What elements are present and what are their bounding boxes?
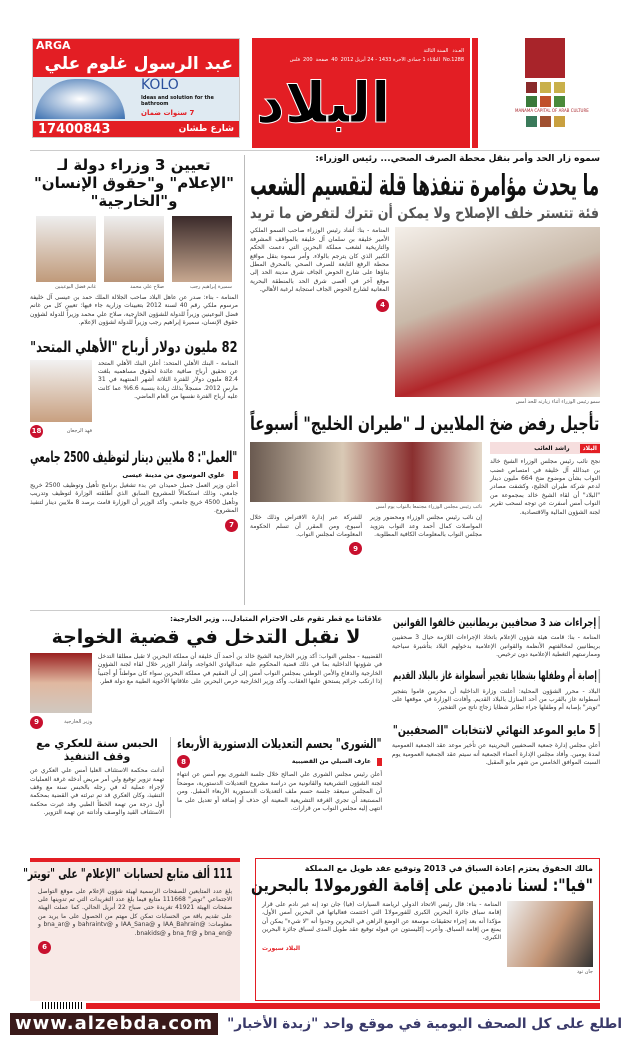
pages: 40 [331, 57, 338, 63]
page-ref-badge[interactable]: 9 [30, 716, 43, 729]
akri-headline: الحبس سنة للعكري مع وقف التنفيذ [36, 736, 158, 764]
masthead [252, 38, 470, 148]
journalists-headline: إجراءات ضد 3 صحافيين بريطانيين خالفوا القوانين [393, 616, 600, 629]
gulfair-tag: البلاد [580, 444, 600, 453]
khawaja-story[interactable] [30, 615, 382, 729]
ministers-body: المنامة - بناء: صدر عن عاهل البلاد صاحب الجلالة الملك حمد بن عيسى آل خليفة مرسوم ملكي رقم 40 لسنة 2012 بتعيينات وزارية جاء فيها: تعيين كل من غانم فضل البوعينين وزيراً للدولة للشؤون الخارجية، صلاح علي محمد وزيراً للدولة لشؤون حقوق الإنسان، سميرة إبراهيم رجب وزيراً للدولة لشؤون الإعلام. [30, 294, 238, 327]
f1-body: المنامة - بناء: قال رئيس الاتحاد الدولي لرياضة السيارات (فيا) جان تود إنه غير نادم على قرار إقامة سباق جائزة البحرين الكبرى للفورمولا1 التي اختتمت فعالياتها في البحرين أمس الأول، مؤكدا أنه بعد إجراء تحقيقات موسعة عن الوضع الراهن في البحرين وجدوا أنه "لا شيء" يمكن أن يمنع من إقامة السباق. وأعرب إكليستون عن قبوله توقيع عقد طويل المدى لسباق جائزة البحرين الكبرى. [262, 900, 502, 942]
gulfair-body: إن نائب رئيس مجلس الوزراء ومحضور وزير المواصلات كمال أحمد وعد النواب بتزويد مجلس النواب بالمعلومات الكافية المطلوبة. [370, 514, 482, 539]
ahli-photo [30, 360, 92, 422]
minister-name: سميرة إبراهيم رجب [190, 284, 232, 290]
gulfair-byline: راشد الغائب [534, 444, 570, 452]
labour-headline: "العمل": 8 ملايين دينار لتوظيف 2500 جامعي [30, 447, 238, 466]
gas-headline: إصابة أم وطفلها بشظايا تفجير أسطوانة غاز بالبلاد القديم [393, 669, 600, 682]
journalists-body: المنامة - بنا: قامت هيئة شؤون الإعلام باتخاذ الإجراءات اللازمة حيال 3 صحفيين بريطانيين لمخالفتهم الأنظمة والقوانين الإعلامية بدخولهم البلاد بتأشيرة سياحية وممارستهم التغطية الإعلامية دون ترخيص. [392, 634, 600, 658]
footer-bar [86, 1003, 600, 1009]
watermark-url[interactable]: www.alzebda.com [10, 1013, 218, 1035]
lead-caption: سمو رئيس الوزراء أثناء زيارته للحد أمس [515, 399, 600, 406]
khawaja-body: القضيبية - مجلس النواب: أكد وزير الخارجية الشيخ خالد بن أحمد آل خليفة أن مملكة البحرين لا تقبل مطلقا التدخل في شؤونها الداخلية بما في ذلك قضية المحكوم عليه عبدالهادي الخواجة، وأشار الوزير خلال لقاء لجنة الشؤون الخارجية والدفاع والأمن الوطني بمجلس النواب أمس إلى أن المقيم في مملكة البحرين سواء كان مواطناً أو أجنبياً إذا ارتكب جرائم يستحق عليها العقاب. وأكد وزير الخارجية حرص البحرين على علاقاتها الأخوية الطيبة مع دولة قطر. [98, 652, 382, 686]
elections-story[interactable] [392, 723, 600, 768]
ahli-headline: 82 مليون دولار أرباح "الأهلي المتحد" [30, 337, 238, 356]
ad-warranty: 7 سنوات ضمان [141, 109, 195, 117]
price-label: فلس [289, 57, 301, 63]
issue-number: No.1288 [442, 57, 464, 63]
f1-headline: "فيا": لسنا نادمين على إقامة الفورمولا1 بالبحرين [251, 876, 593, 897]
khawaja-headline: لا نقبل التدخل في قضية الخواجة [51, 626, 361, 649]
shura-headline: "الشورى" يحسم التعديلات الدستورية الأربعاء [177, 736, 382, 752]
barcode [42, 1002, 82, 1009]
lead-photo [395, 227, 600, 397]
foreign-minister-photo [30, 653, 92, 713]
column-rule [170, 737, 171, 818]
page-ref-badge[interactable]: 6 [38, 941, 51, 954]
ad-name: عبد الرسول غلوم علي [44, 54, 233, 74]
elections-headline: 5 مايو الموعد النهائي لانتخابات "الصحفيين" [393, 723, 600, 737]
lead-story[interactable] [250, 154, 600, 405]
left-upper-column [30, 156, 238, 532]
f1-kicker: مالك الحقوق يعتزم إعادة السباق في 2013 وتوقيع عقد طويل مع المملكة [304, 864, 593, 873]
elections-body: أعلن مجلس إدارة جمعية الصحفيين البحرينية عن تأخير موعد عقد الجمعية العمومية لمدة يومين. وأفاد مجلس الإدارة أعضاء الجمعية أنه سيتم عقد الجمعية العمومية يوم السبت الموافق الخامس من شهر مايو المقبل. [392, 742, 600, 766]
watermark-text: اطلع على كل الصحف اليومية في موقع واحد "زبدة الأخبار" [227, 1015, 622, 1032]
lead-headline: ما يحدث مؤامرة تنفذها قلة لتقسيم الشعب [250, 167, 600, 202]
twitter-story[interactable] [22, 858, 240, 1001]
date: الثلاثاء 1 جمادى الآخرة 1433 - 24 أبريل 2012 [340, 57, 440, 63]
jean-todt-photo [507, 901, 593, 967]
f1-tag: البلاد سبورت [262, 944, 301, 952]
shura-byline: عارف السيلي من القضيبية [292, 758, 382, 766]
minister-photo [172, 216, 232, 282]
page-ref-badge[interactable]: 9 [349, 542, 362, 555]
lower-left-block [30, 615, 382, 818]
page-ref-badge[interactable]: 7 [225, 519, 238, 532]
ahli-body: المنامة - البنك الأهلي المتحد: أعلن البنك الأهلي المتحد عن تحقيق أرباح صافية عائدة لحقوق مساهميه بلغت 82.4 مليون دولار للفترة الثلاثة أشهر المنتهية في 31 مارس 2012. مسجلاً بذلك زيادة بنسبة 6.6% عما كانت عليه أرباح الفترة نفسها من العام الماضي. [98, 359, 238, 401]
minister-photo [104, 216, 164, 282]
ad-phone: 17400843 [38, 121, 111, 137]
year: السنة الثالثة [423, 48, 449, 54]
lead-subheadline: فئة تتستر خلف الإصلاح ولا يمكن أن تترك لتفرض ما تريد [249, 204, 599, 223]
journalists-story[interactable] [392, 616, 600, 659]
ahli-caption: فهد الرجعان [66, 428, 92, 435]
ad-bath-image [35, 79, 125, 119]
ad-brand: ARGA [36, 39, 71, 52]
ministers-headline: تعيين 3 وزراء دولة لـ "الإعلام" و"حقوق الإنسان" و"الخارجية" [33, 156, 235, 210]
gulfair-body: نجح نائب رئيس مجلس الوزراء الشيخ خالد بن عبدالله آل خليفة في امتصاص غضب النواب بشأن موضوع ضخ 664 مليون دينار لدعم شركة طيران الخليج، وكشفت مصادر "البلاد" أن لقاء الشيخ خالد بمجموعة من النواب أمس أسفرت عن توجه لسحب تقرير لجنة الشؤون المالية والاقتصادية. [490, 458, 600, 516]
twitter-headline: 111 ألف متابع لحسابات "الإعلام" على "تويتر" [22, 867, 232, 882]
gulfair-body: للشركة عبر إدارة الاقتراض وذلك خلال أسبوع، ومن المقرر أن تسلم الحكومة المعلومات لمجلس النواب. [250, 514, 362, 539]
shura-story[interactable] [177, 737, 382, 818]
lead-body: المنامة - بنا: أشاد رئيس الوزراء صاحب السمو الملكي الأمير خليفة بن سلمان آل خليفة بالمواقف المشرفة والتاريخية لشعب مملكة البحرين التي دعمت الحكم الكبير الذي كان يترجم بالولاء. وأمر سموه بنقل مواقع محطة الرفع التابعة للصرف الصحي بالمحرق المطل بناؤها على شارع الحوض الجاف شرق مدينة الحد إلى موقع آخر في أقصى شرق الحد بالمنطقة البحرية المعانية لشارع الحوض الجاف استجابة لرغبة الأهالي. [250, 227, 389, 294]
minister-name: صلاح علي محمد [130, 284, 164, 290]
khawaja-caption: وزير الخارجية [64, 719, 92, 726]
masthead-strip [472, 38, 478, 148]
price: 200 [303, 57, 313, 63]
labour-byline: علوي الموسوي من مدينة عيسى [30, 471, 238, 479]
minister-photo [36, 216, 96, 282]
column-rule [244, 155, 245, 605]
page-ref-badge[interactable]: 18 [30, 425, 43, 438]
khawaja-kicker: علاقاتنا مع قطر تقوم على الاحترام المتبادل... وزير الخارجية: [170, 615, 382, 623]
f1-story[interactable] [251, 858, 600, 1001]
right-upper-column [250, 154, 600, 555]
divider [30, 610, 600, 611]
lower-right-column [392, 616, 600, 767]
ad-kolo: KOLO [141, 77, 179, 93]
shura-body: أعلن رئيس مجلس الشورى علي الصالح خلال جلسة الشورى يوم أمس عن انتهاء لجنة الشؤون التشريعية والقانونية من دراسة مشروع التعديلات الدستورية، موضحاً أن المجلس سيعقد جلسة حسم ملف التعديلات الدستورية الأربعاء المقبل. ومن المستبعد أن تجري الغرفة التشريعية المعينة أي حذف أو إضافة أو تعديل على ما انتهى إليه مجلس النواب من قرارات. [177, 771, 382, 813]
gulfair-caption: نائب رئيس مجلس الوزراء مجتمعا بالنواب يوم أمس [375, 504, 482, 511]
gas-body: البلاد - محرر الشؤون المحلية: أعلنت وزارة الداخلية أن مخربين قاموا بتفجير أسطوانة غاز بالقرب من أحد المنازل بالبلاد القديم. وأفادت الوزارة في موقعها على "تويتر" بإصابة أم وطفلها جراء تطاير شظايا زجاج ناتج من التفجير. [392, 687, 600, 712]
advertisement[interactable] [32, 38, 240, 138]
gulfair-headline: تأجيل رفض ضخ الملايين لـ "طيران الخليج" أسبوعاً [249, 413, 600, 436]
akri-story[interactable] [30, 737, 164, 818]
lead-kicker: سموه زار الحد وأمر بنقل محطة الصرف الصحي... رئيس الوزراء: [315, 154, 600, 164]
labour-story[interactable] [30, 448, 238, 532]
culture-logo [515, 38, 589, 142]
newspaper-logo: البلاد [256, 71, 391, 136]
ahli-story[interactable] [30, 338, 238, 438]
ad-kolo-tag: Ideas and solution for the bathroom [141, 95, 214, 107]
divider [30, 150, 600, 151]
f1-caption: جان تود [576, 968, 593, 975]
issue-label: العـدد [452, 48, 464, 54]
gulfair-story[interactable] [250, 413, 600, 555]
culture-caption: MANAMA CAPITAL OF ARAB CULTURE [515, 108, 589, 113]
twitter-body: بلغ عدد المتابعين للصفحات الرسمية لهيئة شؤون الإعلام على موقع التواصل الاجتماعي "تويتر" 111668 متابع فيما بلغ عدد التغريدات التي تم تدوينها على صفحات الهيئة 41921 تغريدة حتى صباح 22 أبريل الحالي. كما عملت الهيئة على تقديم باقة من الحسابات تمكن كل مهتم من الحصول على ما يريد من معلومات: @IAA_Bahrain و @IAA_Sana و @bahraintv و @bna_ar و @bna_en و @bna_fr و @bnakids. [38, 887, 233, 937]
gas-story[interactable] [392, 669, 600, 712]
page-ref-badge[interactable]: 4 [376, 299, 389, 312]
labour-body: أعلن وزير العمل جميل حميدان عن بدء تشغيل برنامج تأهيل وتوظيف 2500 خريج جامعي، وذلك استكمالاً للمشروع السابق الذي أطلقته الوزارة لتوظيف وتدريب وتأهيل 4500 خريج جامعي. وأكد الوزير أن الوزارة قامت برصد 8 ملايين دينار لتنفيذ المشروع. [30, 482, 239, 515]
pages-label: صفحة [315, 57, 329, 63]
gulfair-photo [250, 442, 482, 502]
ministers-story[interactable] [30, 156, 238, 328]
ad-street: شارع طشان [178, 124, 234, 134]
page-ref-badge[interactable]: 8 [177, 755, 190, 768]
footer-row [10, 1011, 622, 1037]
akri-body: أدانت محكمة الاستئناف العليا أمس علي العكري عن تهمة تزوير توقيع ولي أمر مريض أدخله غرفة العمليات لإجراء عملية له في رجله بالحبس سنة مع وقف التنفيذ، وكان العكري قد تم تبرئته في القضية بمحكمة أول درجة من تهمة الخطأ الطبي وقد غيرت محكمة الاستئناف القيد والوصف وأدانته عن تهمة التزوير. [30, 767, 164, 817]
minister-name: غانم فضل البوعينين [55, 284, 96, 290]
